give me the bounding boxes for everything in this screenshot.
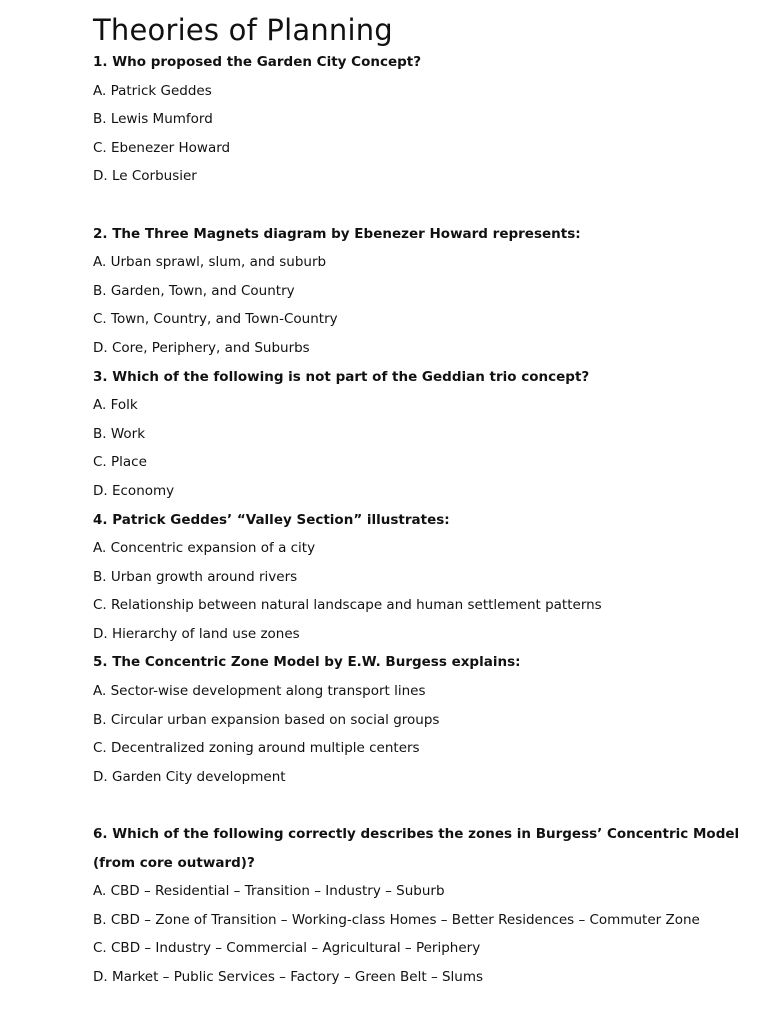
option-b: B. Garden, Town, and Country [93, 282, 295, 299]
option-b: B. Urban growth around rivers [93, 568, 298, 585]
question-1 [93, 48, 743, 191]
question-text: 4. Patrick Geddes’ “Valley Section” illustrates: [93, 511, 450, 528]
question-text: 6. Which of the following correctly describes the zones in Burgess’ Concentric Model (from core outward)? [93, 826, 740, 871]
question-4 [93, 506, 743, 649]
option-c: C. Ebenezer Howard [93, 139, 231, 156]
option-d: D. Market – Public Services – Factory – Green Belt – Slums [93, 969, 484, 985]
question-text: 3. Which of the following is not part of the Geddian trio concept? [93, 368, 590, 385]
option-c: C. Relationship between natural landscape and human settlement patterns [93, 597, 602, 614]
option-d: D. Hierarchy of land use zones [93, 625, 300, 642]
option-b: B. Lewis Mumford [93, 111, 213, 128]
question-text: 5. The Concentric Zone Model by E.W. Burgess explains: [93, 654, 521, 671]
option-c: C. CBD – Industry – Commercial – Agricultural – Periphery [93, 940, 481, 957]
option-d: D. Le Corbusier [93, 168, 197, 185]
question-text: 1. Who proposed the Garden City Concept? [93, 54, 422, 70]
option-a: A. Patrick Geddes [93, 82, 212, 99]
option-d: D. Economy [93, 482, 175, 499]
option-b: B. CBD – Zone of Transition – Working-class Homes – Better Residences – Commuter Zone [93, 911, 700, 928]
option-d: D. Core, Periphery, and Suburbs [93, 339, 310, 356]
option-a: A. Concentric expansion of a city [93, 540, 316, 557]
option-b: B. Circular urban expansion based on social groups [93, 711, 440, 728]
option-c: C. Decentralized zoning around multiple centers [93, 740, 420, 757]
question-2 [93, 220, 743, 363]
question-5 [93, 648, 743, 791]
spacer [93, 791, 743, 820]
question-6 [93, 820, 743, 992]
option-c: C. Town, Country, and Town-Country [93, 311, 338, 328]
option-a: A. Urban sprawl, slum, and suburb [93, 254, 327, 271]
option-b: B. Work [93, 425, 146, 442]
page-title: Theories of Planning [93, 13, 393, 47]
option-c: C. Place [93, 454, 147, 471]
document-page [93, 12, 743, 992]
option-a: A. Folk [93, 397, 138, 414]
spacer [93, 191, 743, 220]
option-a: A. CBD – Residential – Transition – Industry – Suburb [93, 883, 445, 900]
question-text: 2. The Three Magnets diagram by Ebenezer Howard represents: [93, 225, 581, 242]
question-3 [93, 363, 743, 506]
option-a: A. Sector-wise development along transport lines [93, 683, 426, 700]
option-d: D. Garden City development [93, 768, 286, 785]
